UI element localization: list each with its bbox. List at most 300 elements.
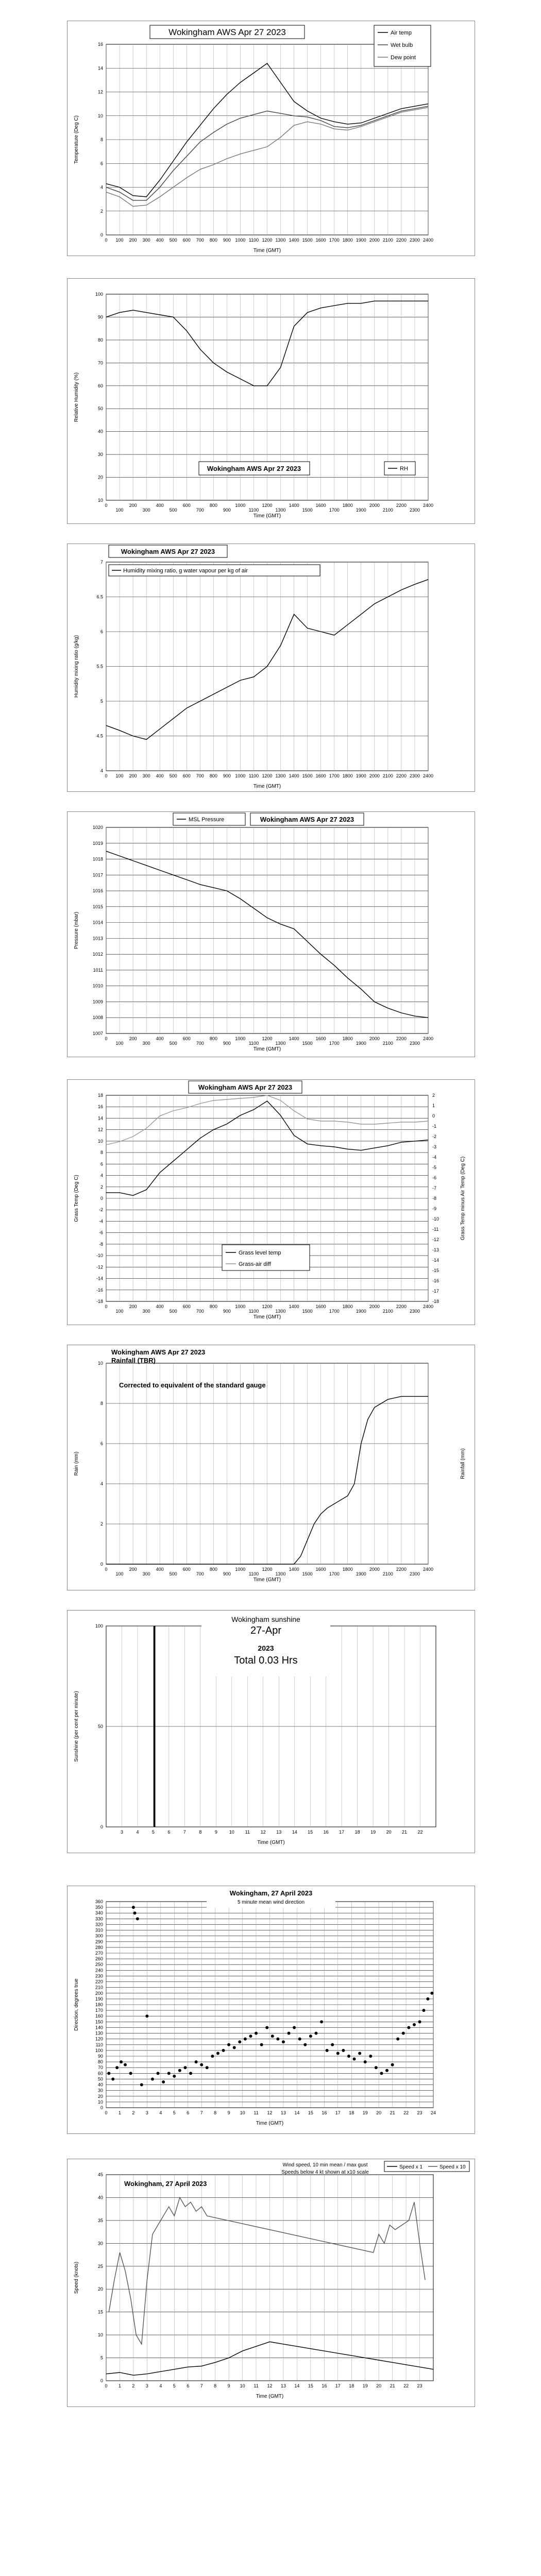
x-tick-label: 0	[105, 2383, 108, 2388]
x-tick-label: 17	[339, 1829, 345, 1835]
legend-label: MSL Pressure	[189, 817, 225, 823]
x-axis-label: Time (GMT)	[257, 1840, 285, 1845]
x-tick-label: 200	[129, 773, 137, 778]
x-tick-label: 1100	[248, 507, 259, 513]
x-tick-label: 1	[118, 2110, 121, 2115]
y-tick-label: 250	[95, 1962, 103, 1968]
y-tick-label: 5	[100, 2355, 103, 2361]
y2-tick-label: -10	[432, 1216, 439, 1222]
y-tick-label: 170	[95, 2008, 103, 2013]
y-tick-label: 20	[97, 2093, 103, 2099]
y-tick-label: 40	[97, 2082, 103, 2088]
x-tick-label: 1500	[302, 1571, 313, 1577]
x-tick-label: 2300	[409, 238, 420, 243]
y-tick-label: 40	[97, 2195, 103, 2200]
x-tick-label: 1600	[315, 503, 326, 508]
temp-chart	[67, 21, 475, 256]
data-point	[369, 2055, 372, 2058]
data-point	[157, 2072, 160, 2075]
mix-chart	[67, 544, 475, 791]
grass-chart-panel	[67, 1079, 475, 1325]
x-tick-label: 1	[118, 2383, 121, 2388]
x-tick-label: 4	[159, 2383, 162, 2388]
y2-tick-label: -13	[432, 1247, 439, 1252]
y-tick-label: 280	[95, 1944, 103, 1950]
x-axis-label: Time (GMT)	[253, 1314, 281, 1320]
x-tick-label: 1400	[289, 238, 299, 243]
y-axis-label: Relative Humidity (%)	[74, 372, 79, 422]
chart-title: Wokingham AWS Apr 27 2023	[121, 548, 215, 555]
x-tick-label: 1000	[235, 238, 246, 243]
data-point	[124, 2063, 127, 2066]
x-tick-label: 1400	[289, 1567, 299, 1572]
x-tick-label: 1500	[302, 507, 313, 513]
data-point	[195, 2060, 198, 2063]
y-tick-label: 190	[95, 1996, 103, 2002]
x-tick-label: 1800	[342, 773, 353, 778]
y-tick-label: 0	[100, 1196, 103, 1201]
press-chart	[67, 812, 475, 1057]
x-tick-label: 100	[115, 773, 124, 778]
y2-tick-label: -3	[432, 1144, 437, 1149]
x-tick-label: 6	[187, 2110, 190, 2115]
x-tick-label: 1100	[248, 1571, 259, 1577]
x-tick-label: 1400	[289, 1036, 299, 1041]
y-tick-label: 16	[97, 1104, 103, 1110]
y-tick-label: 50	[97, 1724, 103, 1729]
y-axis-label: Speed (knots)	[74, 2261, 79, 2294]
y-tick-label: 160	[95, 2013, 103, 2019]
y-tick-label: 6	[100, 1161, 103, 1167]
y-tick-label: 2	[100, 1521, 103, 1527]
x-tick-label: 800	[209, 238, 217, 243]
x-tick-label: 17	[335, 2110, 341, 2115]
x-tick-label: 800	[209, 1567, 217, 1572]
y-tick-label: 260	[95, 1956, 103, 1962]
x-tick-label: 300	[142, 1309, 150, 1314]
x-tick-label: 700	[196, 1309, 204, 1314]
x-tick-label: 16	[323, 1829, 329, 1835]
x-tick-label: 600	[182, 1567, 191, 1572]
data-point	[107, 2072, 110, 2075]
chart-title: Wokingham AWS Apr 27 2023	[207, 465, 301, 472]
x-tick-label: 2000	[369, 1567, 380, 1572]
y-tick-label: 180	[95, 2002, 103, 2007]
x-tick-label: 1700	[329, 1041, 340, 1046]
x-tick-label: 700	[196, 1041, 204, 1046]
x-tick-label: 2400	[422, 773, 434, 778]
x-tick-label: 1700	[329, 507, 340, 513]
data-point	[255, 2032, 258, 2035]
y-tick-label: 60	[97, 383, 103, 388]
y-tick-label: 350	[95, 1905, 103, 1910]
y-tick-label: 4	[100, 1481, 103, 1486]
x-tick-label: 900	[223, 238, 231, 243]
data-point	[244, 2038, 247, 2041]
y2-tick-label: -7	[432, 1185, 437, 1191]
x-tick-label: 2100	[382, 1571, 393, 1577]
y-tick-label: 90	[97, 2054, 103, 2059]
x-tick-label: 19	[362, 2383, 368, 2388]
x-tick-label: 2000	[369, 773, 380, 778]
y-tick-label: 8	[100, 1401, 103, 1406]
chart-note: Corrected to equivalent of the standard gauge	[119, 1381, 266, 1389]
y2-tick-label: -18	[432, 1299, 439, 1304]
y-tick-label: 130	[95, 2030, 103, 2036]
data-point	[238, 2040, 241, 2043]
x-tick-label: 14	[292, 1829, 297, 1835]
x-tick-label: 21	[390, 2383, 395, 2388]
x-tick-label: 20	[386, 1829, 392, 1835]
data-point	[282, 2040, 285, 2043]
data-point	[303, 2043, 307, 2046]
x-tick-label: 2300	[409, 773, 420, 778]
y-tick-label: 12	[97, 1127, 103, 1132]
y-tick-label: 20	[97, 2286, 103, 2292]
y-tick-label: 330	[95, 1916, 103, 1922]
x-tick-label: 22	[403, 2383, 409, 2388]
data-point	[222, 2049, 225, 2052]
x-tick-label: 400	[156, 1304, 164, 1309]
x-axis-label: Time (GMT)	[253, 1577, 281, 1583]
y-tick-label: 200	[95, 1990, 103, 1996]
wspd-chart-panel	[67, 2159, 475, 2407]
x-tick-label: 800	[209, 773, 217, 778]
x-tick-label: 4	[159, 2110, 162, 2115]
x-tick-label: 15	[308, 2383, 313, 2388]
x-tick-label: 15	[308, 2110, 313, 2115]
y-tick-label: 320	[95, 1922, 103, 1927]
y-tick-label: 6	[100, 161, 103, 166]
x-tick-label: 1900	[356, 773, 366, 778]
data-point	[407, 2026, 410, 2029]
y-axis-label: Direction, degrees true	[74, 1978, 79, 2031]
data-point	[189, 2072, 192, 2075]
x-tick-label: 2100	[382, 507, 393, 513]
x-tick-label: 3	[145, 2110, 148, 2115]
data-point	[358, 2052, 361, 2055]
y-tick-label: 16	[97, 42, 103, 47]
x-tick-label: 600	[182, 503, 191, 508]
y-tick-label: 1013	[92, 936, 103, 941]
y-tick-label: 360	[95, 1899, 103, 1904]
y-tick-label: 290	[95, 1939, 103, 1944]
data-point	[293, 2026, 296, 2029]
data-point	[249, 2035, 252, 2038]
legend-label: Humidity mixing ratio, g water vapour per kg of air	[123, 568, 248, 574]
x-tick-label: 700	[196, 238, 204, 243]
y-tick-label: 40	[97, 429, 103, 434]
y-tick-label: 1010	[92, 983, 103, 989]
y-tick-label: 8	[100, 1150, 103, 1156]
x-tick-label: 3	[145, 2383, 148, 2388]
x-tick-label: 9	[214, 1829, 217, 1835]
data-point	[206, 2066, 209, 2069]
y-tick-label: 1009	[92, 999, 103, 1005]
x-tick-label: 400	[156, 238, 164, 243]
x-tick-label: 500	[169, 238, 177, 243]
y-tick-label: 340	[95, 1910, 103, 1916]
x-tick-label: 9	[227, 2383, 230, 2388]
y-tick-label: -16	[96, 1287, 103, 1293]
data-point	[375, 2066, 378, 2069]
data-point	[115, 2066, 119, 2069]
y-tick-label: 150	[95, 2019, 103, 2025]
y-tick-label: 70	[97, 360, 103, 366]
legend-label: Grass-air diff	[239, 1261, 271, 1267]
x-tick-label: 9	[227, 2110, 230, 2115]
x-tick-label: 1700	[329, 1309, 340, 1314]
y-tick-label: 1012	[92, 952, 103, 957]
x-tick-label: 1100	[248, 238, 259, 243]
x-tick-label: 5	[151, 1829, 155, 1835]
y-tick-label: -8	[98, 1241, 103, 1247]
y-tick-label: 2	[100, 208, 103, 214]
y-tick-label: 30	[97, 452, 103, 457]
x-tick-label: 2000	[369, 503, 380, 508]
y-tick-label: 1019	[92, 840, 103, 846]
chart-title: Wokingham AWS Apr 27 2023	[260, 816, 354, 823]
y2-tick-label: -12	[432, 1237, 439, 1242]
x-tick-label: 0	[105, 503, 108, 508]
x-tick-label: 300	[142, 1571, 150, 1577]
x-tick-label: 2	[132, 2110, 135, 2115]
data-point	[336, 2052, 340, 2055]
x-tick-label: 1300	[275, 773, 286, 778]
y-axis-label: Sunshine (per cent per minute)	[74, 1691, 79, 1762]
y-tick-label: 18	[97, 1093, 103, 1098]
y-tick-label: -2	[98, 1207, 103, 1213]
y-tick-label: 4	[100, 1173, 103, 1178]
x-tick-label: 1000	[235, 1567, 246, 1572]
x-tick-label: 0	[105, 1304, 108, 1309]
bar	[154, 1626, 155, 1827]
y-tick-label: 35	[97, 2217, 103, 2223]
x-tick-label: 19	[370, 1829, 376, 1835]
x-tick-label: 12	[267, 2383, 273, 2388]
x-tick-label: 14	[294, 2110, 300, 2115]
x-tick-label: 800	[209, 1304, 217, 1309]
y2-tick-label: -1	[432, 1124, 437, 1129]
y-tick-label: 310	[95, 1927, 103, 1933]
x-tick-label: 2400	[422, 1036, 434, 1041]
x-tick-label: 1000	[235, 1304, 246, 1309]
x-tick-label: 22	[403, 2110, 409, 2115]
y-tick-label: 110	[95, 2042, 103, 2047]
x-tick-label: 700	[196, 1571, 204, 1577]
y-tick-label: 80	[97, 2059, 103, 2065]
x-tick-label: 7	[200, 2110, 203, 2115]
x-tick-label: 1800	[342, 1036, 353, 1041]
x-tick-label: 1100	[248, 773, 259, 778]
x-tick-label: 22	[417, 1829, 423, 1835]
x-tick-label: 14	[294, 2383, 300, 2388]
legend-label: RH	[400, 466, 408, 472]
x-tick-label: 1200	[262, 503, 273, 508]
data-point	[347, 2055, 350, 2058]
y-tick-label: 1017	[92, 872, 103, 878]
x-tick-label: 1500	[302, 238, 313, 243]
y2-tick-label: -2	[432, 1134, 437, 1139]
x-tick-label: 2400	[422, 1304, 434, 1309]
y2-tick-label: -15	[432, 1268, 439, 1273]
x-tick-label: 1300	[275, 1309, 286, 1314]
y-tick-label: 14	[97, 65, 103, 71]
x-tick-label: 500	[169, 1041, 177, 1046]
x-tick-label: 2	[132, 2383, 135, 2388]
y2-axis-label: Rainfall (mm)	[460, 1448, 466, 1479]
data-point	[385, 2069, 388, 2072]
x-tick-label: 10	[229, 1829, 234, 1835]
y-tick-label: 70	[97, 2065, 103, 2071]
data-point	[298, 2038, 301, 2041]
x-axis-label: Time (GMT)	[253, 513, 281, 519]
data-point	[271, 2035, 274, 2038]
x-tick-label: 0	[105, 238, 108, 243]
y2-tick-label: 1	[432, 1103, 435, 1108]
chart-subtitle: 5 minute mean wind direction	[237, 1900, 305, 1905]
wdir-chart-panel	[67, 1886, 475, 2134]
x-tick-label: 5	[173, 2383, 176, 2388]
y2-axis-label: Grass Temp minus Air Temp (Deg C)	[460, 1156, 466, 1241]
legend-label: Speed x 10	[439, 2164, 466, 2170]
y-tick-label: 2	[100, 1184, 103, 1190]
y-tick-label: 80	[97, 337, 103, 343]
y-tick-label: 1007	[92, 1031, 103, 1036]
data-point	[418, 2020, 421, 2023]
data-point	[364, 2060, 367, 2063]
data-point	[430, 1992, 433, 1995]
x-tick-label: 19	[362, 2110, 368, 2115]
y-tick-label: 1011	[93, 967, 103, 973]
x-tick-label: 400	[156, 503, 164, 508]
data-point	[326, 2049, 329, 2052]
y-tick-label: -6	[98, 1230, 103, 1235]
x-tick-label: 1600	[315, 238, 326, 243]
sun-chart-panel	[67, 1610, 475, 1853]
y-tick-label: 15	[97, 2309, 103, 2315]
x-tick-label: 1100	[248, 1041, 259, 1046]
x-tick-label: 1200	[262, 1036, 273, 1041]
y-tick-label: 1008	[92, 1015, 103, 1021]
data-point	[426, 1997, 429, 2001]
y-tick-label: 30	[97, 2241, 103, 2246]
legend-label: Dew point	[391, 55, 416, 61]
data-point	[233, 2046, 236, 2049]
temp-chart-panel	[67, 21, 475, 256]
x-tick-label: 7	[200, 2383, 203, 2388]
y-tick-label: 0	[100, 1824, 103, 1829]
x-tick-label: 7	[183, 1829, 186, 1835]
x-tick-label: 17	[335, 2383, 341, 2388]
y-tick-label: 6	[100, 1441, 103, 1446]
x-tick-label: 700	[196, 773, 204, 778]
data-point	[211, 2055, 214, 2058]
x-tick-label: 1600	[315, 1567, 326, 1572]
x-tick-label: 600	[182, 1036, 191, 1041]
x-tick-label: 900	[223, 1571, 231, 1577]
x-tick-label: 2200	[396, 773, 407, 778]
x-tick-label: 1500	[302, 773, 313, 778]
y-tick-label: -10	[96, 1253, 103, 1259]
chart-title: Wokingham AWS Apr 27 2023	[198, 1083, 293, 1091]
x-tick-label: 1500	[302, 1309, 313, 1314]
x-tick-label: 1400	[289, 503, 299, 508]
y-tick-label: 10	[97, 1361, 103, 1366]
chart-title: Wokingham, 27 April 2023	[124, 2180, 207, 2188]
y-tick-label: 1018	[92, 856, 103, 862]
x-tick-label: 300	[142, 238, 150, 243]
y-tick-label: 4	[100, 184, 103, 190]
data-point	[140, 2083, 143, 2087]
data-point	[132, 1906, 135, 1909]
x-tick-label: 0	[105, 773, 108, 778]
x-tick-label: 2200	[396, 503, 407, 508]
x-tick-label: 100	[115, 1571, 124, 1577]
y-tick-label: -14	[96, 1276, 103, 1281]
y-tick-label: 10	[97, 2099, 103, 2105]
x-tick-label: 900	[223, 1309, 231, 1314]
y-tick-label: 0	[100, 2378, 103, 2383]
x-tick-label: 2200	[396, 1304, 407, 1309]
chart-title: Wokingham AWS Apr 27 2023	[111, 1348, 206, 1356]
y-tick-label: 0	[100, 2105, 103, 2110]
x-tick-label: 21	[402, 1829, 408, 1835]
data-point	[173, 2075, 176, 2078]
data-point	[314, 2032, 317, 2035]
x-tick-label: 2400	[422, 238, 434, 243]
y2-tick-label: -6	[432, 1175, 437, 1180]
x-tick-label: 900	[223, 1041, 231, 1046]
x-tick-label: 0	[105, 1036, 108, 1041]
x-tick-label: 20	[376, 2110, 382, 2115]
x-tick-label: 18	[349, 2110, 354, 2115]
x-tick-label: 1600	[315, 773, 326, 778]
y-tick-label: 100	[95, 1623, 103, 1629]
y-axis-label: Temperature (Deg C)	[74, 115, 79, 164]
x-tick-label: 4	[136, 1829, 139, 1835]
data-point	[402, 2032, 405, 2035]
x-tick-label: 1100	[248, 1309, 259, 1314]
x-tick-label: 18	[349, 2383, 354, 2388]
data-point	[151, 2077, 154, 2080]
x-tick-label: 15	[308, 1829, 313, 1835]
x-tick-label: 600	[182, 238, 191, 243]
x-tick-label: 2200	[396, 238, 407, 243]
data-point	[136, 1917, 139, 1920]
x-tick-label: 3	[120, 1829, 123, 1835]
x-tick-label: 100	[115, 507, 124, 513]
data-point	[111, 2077, 114, 2080]
x-tick-label: 1300	[275, 1571, 286, 1577]
y-tick-label: 4	[100, 768, 103, 773]
y-tick-label: 50	[97, 406, 103, 412]
y-tick-label: 270	[95, 1951, 103, 1956]
y-tick-label: 12	[97, 89, 103, 95]
x-tick-label: 1900	[356, 1309, 366, 1314]
x-tick-label: 24	[430, 2110, 436, 2115]
x-tick-label: 100	[115, 238, 124, 243]
data-point	[331, 2043, 334, 2046]
data-point	[133, 1911, 137, 1914]
y-tick-label: 1014	[92, 920, 103, 925]
y-tick-label: 25	[97, 2263, 103, 2269]
y-tick-label: 30	[97, 2088, 103, 2093]
y-tick-label: 220	[95, 1979, 103, 1985]
y-axis-label: Grass Temp (Deg C)	[74, 1175, 79, 1222]
y-tick-label: 6	[100, 629, 103, 634]
chart-title: Wokingham sunshine	[231, 1615, 300, 1623]
